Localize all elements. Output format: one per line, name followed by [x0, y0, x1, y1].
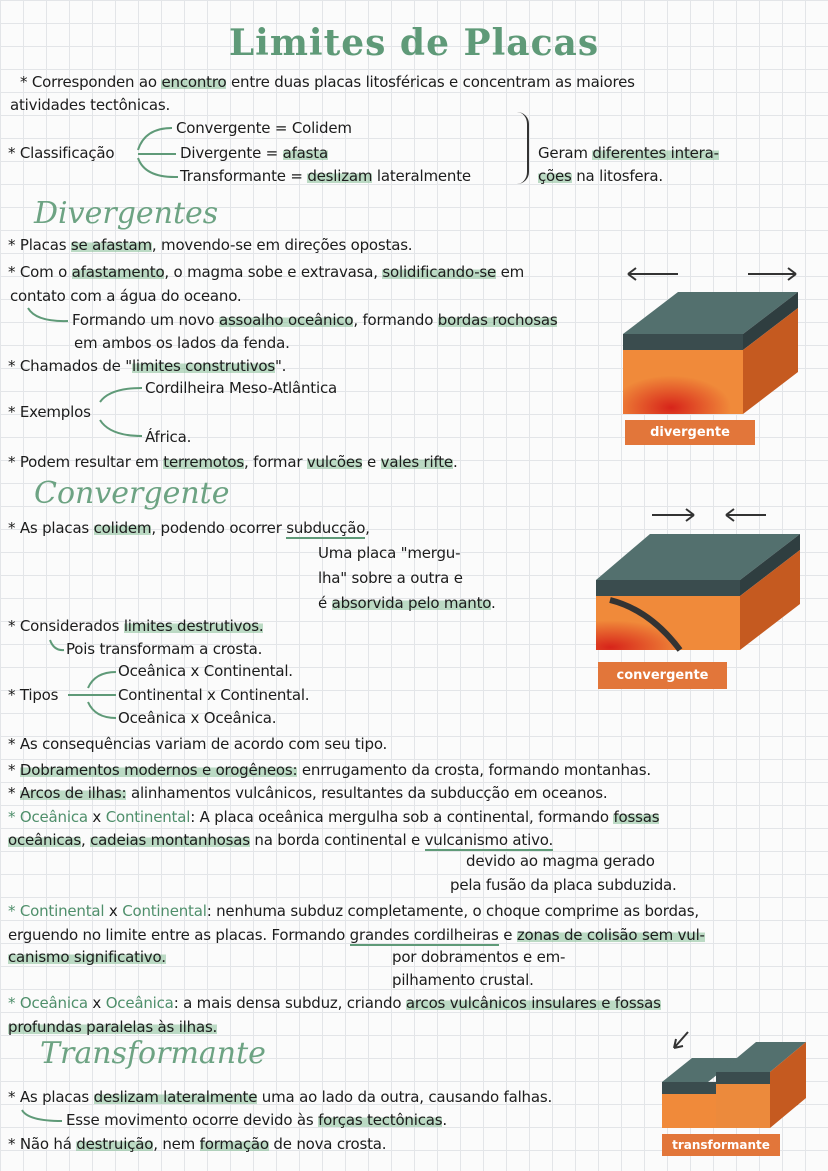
- text-segment: por dobramentos e em-: [392, 948, 566, 966]
- arrow-icon: [100, 388, 142, 402]
- highlighted-text: cadeias montanhosas: [90, 831, 250, 849]
- text-segment: .: [490, 594, 496, 612]
- text-segment: .: [442, 1111, 447, 1129]
- text-segment: e: [362, 453, 381, 471]
- highlighted-text: forças tectônicas: [318, 1111, 443, 1129]
- text-segment: * Não há: [8, 1135, 77, 1153]
- text-segment: , formando: [353, 311, 438, 329]
- text-segment: * Oceânica: [8, 808, 88, 826]
- text-segment: lateralmente: [372, 167, 471, 185]
- text-segment: Continental: [105, 808, 191, 826]
- transform-illustration: [658, 1028, 808, 1132]
- text-segment: em ambos os lados da fenda.: [74, 334, 290, 352]
- highlighted-text: zonas de colisão sem vul-: [516, 926, 705, 944]
- text-segment: lha" sobre a outra e: [318, 569, 463, 587]
- text-segment: e: [498, 926, 517, 944]
- text-segment: * Classificação: [8, 144, 115, 162]
- text-segment: *: [8, 784, 20, 802]
- text-segment: * Continental: [8, 902, 105, 920]
- text-segment: devido ao magma gerado: [466, 852, 655, 870]
- arrow-icon: [138, 128, 172, 150]
- text-segment: Pois transformam a crosta.: [66, 640, 263, 658]
- text-segment: alinhamentos vulcânicos, resultantes da subducção em oceanos.: [126, 784, 608, 802]
- text-segment: erguendo no limite entre as placas. Formando: [8, 926, 350, 944]
- text-segment: * As placas: [8, 1088, 94, 1106]
- text-segment: em: [496, 263, 525, 281]
- text-segment: x: [87, 994, 106, 1012]
- text-segment: ".: [274, 357, 287, 375]
- text-segment: , formar: [244, 453, 307, 471]
- text-segment: .: [452, 453, 458, 471]
- text-segment: subducção: [286, 519, 366, 537]
- text-segment: Geram: [538, 144, 593, 162]
- text-segment: de nova crosta.: [268, 1135, 387, 1153]
- text-segment: vulcanismo ativo.: [424, 831, 554, 849]
- text-segment: Esse movimento ocorre devido às: [66, 1111, 319, 1129]
- highlighted-text: afastamento: [71, 263, 165, 281]
- text-segment: * Considerados: [8, 617, 124, 635]
- text-segment: pela fusão da placa subduzida.: [450, 876, 677, 894]
- text-segment: * Com o: [8, 263, 72, 281]
- text-segment: * Tipos: [8, 686, 59, 704]
- text-segment: África.: [145, 428, 192, 446]
- text-segment: x: [104, 902, 123, 920]
- heading-divergentes: Divergentes: [34, 196, 219, 231]
- text-segment: Formando um novo: [72, 311, 219, 329]
- text-segment: entre duas placas litosféricas e concentram as maiores: [226, 73, 635, 91]
- highlighted-text: solidificando-se: [382, 263, 497, 281]
- arrow-icon: [88, 672, 116, 688]
- highlighted-text: oceânicas: [8, 831, 81, 849]
- text-segment: Continental: [122, 902, 207, 920]
- highlighted-text: fossas: [613, 808, 660, 826]
- highlighted-text: formação: [199, 1135, 269, 1153]
- text-segment: Oceânica x Oceânica.: [118, 709, 277, 727]
- highlighted-text: Arcos de ilhas:: [19, 784, 127, 802]
- heading-convergente: Convergente: [34, 476, 230, 511]
- highlighted-text: assoalho oceânico: [218, 311, 354, 329]
- arrow-icon: [100, 420, 142, 436]
- highlighted-text: colidem: [93, 519, 152, 537]
- arrow-icon: [22, 1110, 62, 1121]
- arrow-icon: [88, 702, 116, 718]
- divergent-illustration: [618, 262, 804, 418]
- highlighted-text: destruição: [76, 1135, 154, 1153]
- text-segment: , o magma sobe e extravasa,: [164, 263, 383, 281]
- text-segment: na litosfera.: [571, 167, 663, 185]
- text-segment: contato com a água do oceano.: [10, 287, 242, 305]
- text-segment: enrrugamento da crosta, formando montanhas.: [297, 761, 651, 779]
- text-segment: Continental x Continental.: [118, 686, 310, 704]
- highlighted-text: canismo significativo.: [8, 948, 166, 966]
- text-segment: uma ao lado da outra, causando falhas.: [257, 1088, 553, 1106]
- page-title: Limites de Placas: [228, 22, 600, 64]
- text-segment: * Chamados de ": [8, 357, 132, 375]
- highlighted-text: bordas rochosas: [437, 311, 558, 329]
- text-segment: atividades tectônicas.: [10, 96, 171, 114]
- text-segment: na borda continental e: [249, 831, 425, 849]
- text-segment: Oceânica x Continental.: [118, 662, 293, 680]
- highlighted-text: encontro: [161, 73, 227, 91]
- highlighted-text: limites construtivos: [131, 357, 275, 375]
- highlighted-text: deslizam: [307, 167, 373, 185]
- text-segment: , podendo ocorrer: [151, 519, 287, 537]
- text-segment: *: [8, 761, 20, 779]
- highlighted-text: deslizam lateralmente: [93, 1088, 258, 1106]
- text-segment: * As placas: [8, 519, 94, 537]
- highlighted-text: arcos vulcânicos insulares e fossas: [405, 994, 661, 1012]
- text-segment: , nem: [153, 1135, 200, 1153]
- transform-label: transformante: [662, 1134, 780, 1156]
- arrow-icon: [28, 308, 68, 321]
- text-segment: * As consequências variam de acordo com seu tipo.: [8, 735, 388, 753]
- text-segment: Cordilheira Meso-Atlântica: [145, 379, 337, 397]
- highlighted-text: Dobramentos modernos e orogêneos:: [19, 761, 298, 779]
- text-segment: Convergente = Colidem: [176, 119, 352, 137]
- highlighted-text: profundas paralelas às ilhas.: [8, 1018, 218, 1036]
- highlighted-text: diferentes intera-: [592, 144, 719, 162]
- convergent-label: convergente: [598, 662, 727, 689]
- text-segment: * Placas: [8, 236, 71, 254]
- text-segment: x: [87, 808, 106, 826]
- text-segment: pilhamento crustal.: [392, 971, 534, 989]
- arrow-icon: [50, 640, 64, 650]
- highlighted-text: ções: [538, 167, 572, 185]
- text-segment: * Corresponden ao: [20, 73, 162, 91]
- text-segment: Oceânica: [105, 994, 174, 1012]
- text-segment: : a mais densa subduz, criando: [173, 994, 406, 1012]
- text-segment: , movendo-se em direções opostas.: [151, 236, 413, 254]
- highlighted-text: se afastam: [70, 236, 152, 254]
- arrow-icon: [138, 158, 178, 177]
- text-segment: grandes cordilheiras: [349, 926, 499, 944]
- text-segment: * Oceânica: [8, 994, 88, 1012]
- text-segment: Uma placa "mergu-: [318, 544, 461, 562]
- divergent-label: divergente: [625, 420, 755, 445]
- text-segment: é: [318, 594, 332, 612]
- text-segment: : A placa oceânica mergulha sob a continental, formando: [190, 808, 614, 826]
- text-segment: Divergente =: [180, 144, 283, 162]
- heading-transformante: Transformante: [40, 1036, 266, 1071]
- text-segment: Transformante =: [180, 167, 308, 185]
- highlighted-text: vulcões: [306, 453, 363, 471]
- convergent-illustration: [590, 500, 804, 656]
- text-segment: ,: [365, 519, 370, 537]
- text-segment: * Exemplos: [8, 403, 91, 421]
- highlighted-text: vales rifte: [380, 453, 453, 471]
- highlighted-text: afasta: [282, 144, 328, 162]
- text-segment: * Podem resultar em: [8, 453, 164, 471]
- highlighted-text: absorvida pelo manto: [331, 594, 491, 612]
- highlighted-text: terremotos: [163, 453, 245, 471]
- highlighted-text: limites destrutivos.: [123, 617, 264, 635]
- text-segment: ,: [80, 831, 91, 849]
- text-segment: : nenhuma subduz completamente, o choque comprime as bordas,: [206, 902, 699, 920]
